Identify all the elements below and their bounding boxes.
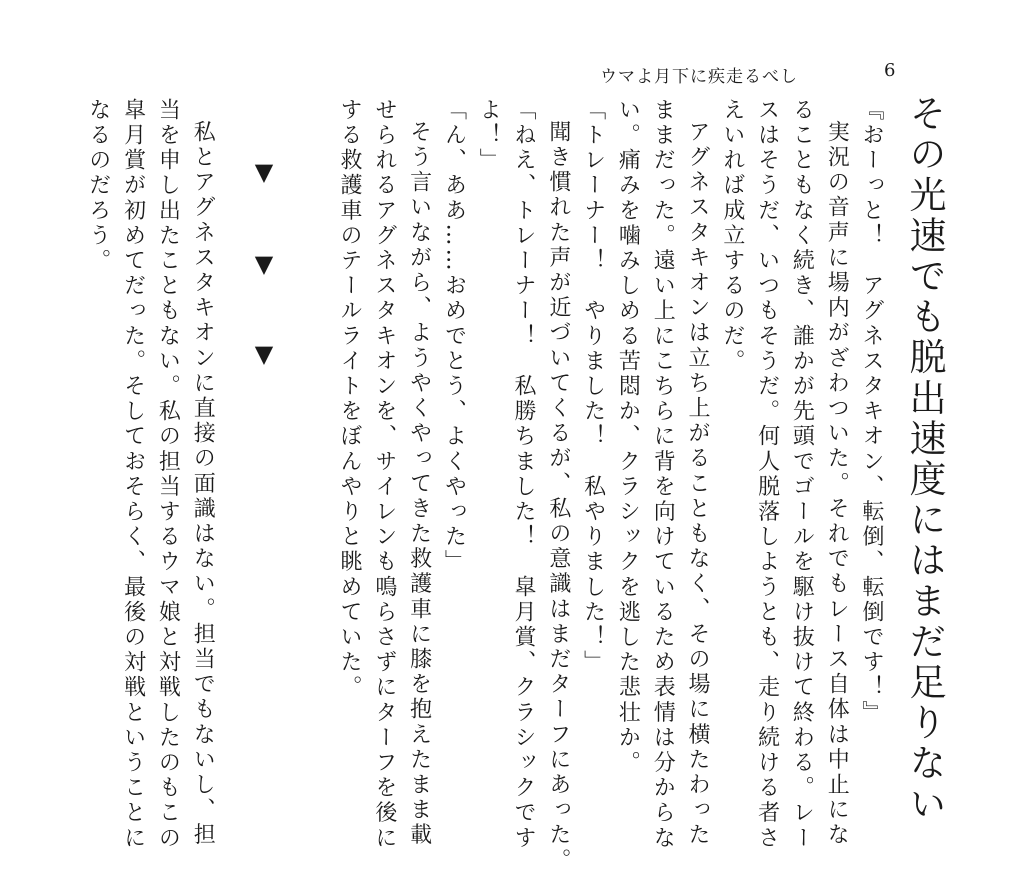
text-line: 聞き慣れた声が近づいてくるが、私の意識はまだターフにあった。 bbox=[545, 120, 571, 873]
section-separator-mark: ▼ bbox=[254, 340, 274, 368]
text-line: そう言いながら、ようやくやってきた救護車に膝を抱えたまま載 bbox=[406, 120, 432, 848]
text-line: えいれば成立するのだ。 bbox=[719, 98, 745, 375]
running-head: ウマよ月下に疾走るべし bbox=[600, 67, 798, 87]
page-number: 6 bbox=[884, 60, 896, 81]
text-line: スはそうだ、いつもそうだ。何人脱落しようとも、走り続ける者さ bbox=[754, 98, 780, 851]
text-line: ることもなく続き、誰かが先頭でゴールを駆け抜けて終わる。レー bbox=[789, 98, 815, 851]
body-text-section-2 bbox=[80, 98, 219, 851]
text-line: 皐月賞が初めてだった。そしておそらく、最後の対戦ということに bbox=[120, 98, 146, 851]
text-line: 「ねえ、トレーナー！ 私勝ちました！ 皐月賞、クラシックです bbox=[511, 98, 537, 851]
text-line: ままだった。遠い上にこちらに背を向けているため表情は分からな bbox=[650, 98, 676, 851]
text-line: アグネスタキオンは立ち上がることもなく、その場に横たわった bbox=[685, 120, 711, 848]
text-line: 『おーっと！ アグネスタキオン、転倒、転倒です！』 bbox=[859, 98, 884, 726]
text-line: よ！」 bbox=[476, 98, 502, 174]
body-text-section-1 bbox=[331, 98, 888, 873]
text-line: 「ん、ああ……おめでとう、よくやった」 bbox=[441, 98, 467, 575]
text-line: 当を申し出たこともない。私の担当するウマ娘と対戦したのもこの bbox=[155, 98, 181, 851]
text-line: 私とアグネスタキオンに直接の面識はない。担当でもないし、担 bbox=[190, 120, 216, 848]
text-line: なるのだろう。 bbox=[85, 98, 111, 274]
chapter-title: その光速でも脱出速度にはまだ足りない bbox=[903, 94, 946, 825]
text-line: 実況の音声に場内がざわついた。それでもレース自体は中止にな bbox=[824, 120, 850, 848]
text-line: する救護車のテールライトをぼんやりと眺めていた。 bbox=[337, 98, 363, 701]
text-line: 「トレーナー！ やりました！ 私やりました！」 bbox=[580, 98, 606, 676]
section-separator-mark: ▼ bbox=[254, 250, 274, 278]
text-line: い。痛みを噛みしめる苦悶か、クラシックを逃した悲壮か。 bbox=[615, 98, 641, 776]
text-line: せられるアグネスタキオンを、サイレンも鳴らさずにターフを後に bbox=[371, 98, 397, 851]
section-separator-mark: ▼ bbox=[254, 158, 274, 186]
